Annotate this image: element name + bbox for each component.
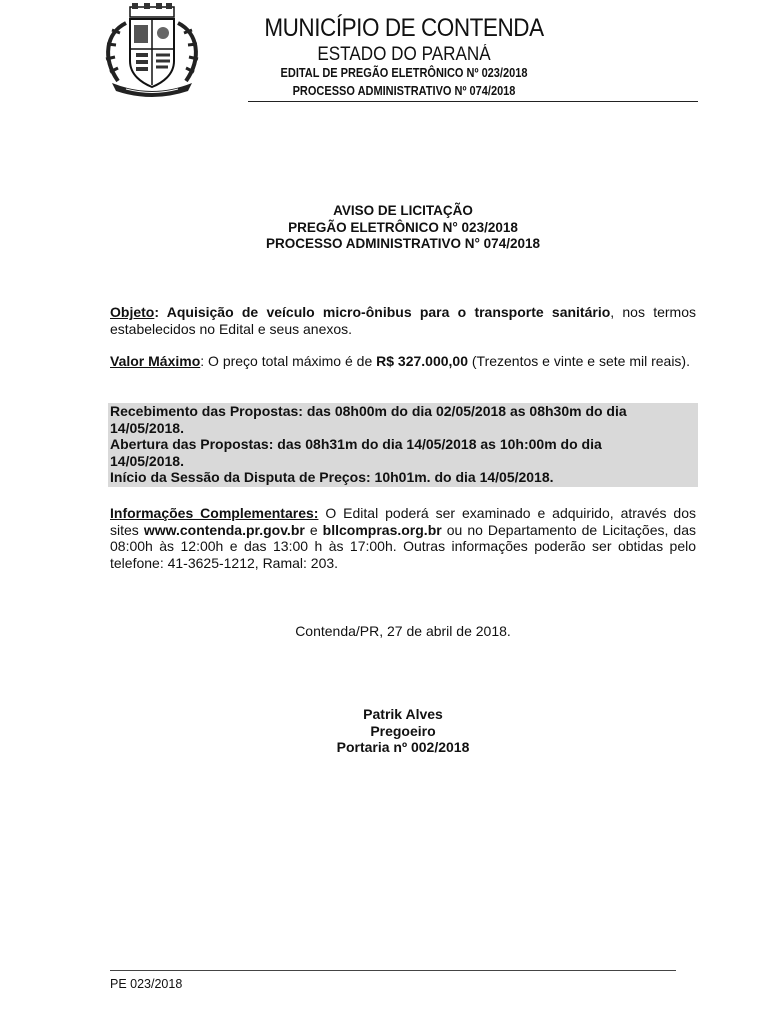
info-text: O Edital poderá ser examinado e adquirido, através dos sites (110, 505, 696, 538)
info-text-rest: ou no Departamento de Licitações, das 08:00h às 12:00h e das 13:00 h às 17:00h. Outras informações poderão ser obtidas pelo telefone: 41-3625-1212, Ramal: 203. (110, 521, 696, 571)
aviso-title: AVISO DE LICITAÇÃO (333, 203, 473, 218)
aviso-pregao: PREGÃO ELETRÔNICO N° 023/2018 (288, 219, 518, 235)
site-link-bll[interactable]: bllcompras.org.br (322, 521, 442, 538)
valor-amount: R$ 327.000,00 (376, 353, 468, 369)
header-edital: EDITAL DE PREGÃO ELETRÔNICO Nº 023/2018 (280, 66, 528, 80)
objeto-label: Objeto (110, 304, 155, 320)
recebimento-line-end: 14/05/2018. (110, 419, 184, 436)
state-title: ESTADO DO PARANÁ (317, 44, 491, 65)
valor-text: : O preço total máximo é de (200, 353, 377, 369)
objeto-rest: , nos termos estabelecidos no Edital e seus anexos. (110, 304, 696, 337)
signature-block (110, 706, 696, 756)
footer-divider (110, 970, 676, 971)
date-line: Contenda/PR, 27 de abril de 2018. (295, 623, 511, 639)
sessao-line: Início da Sessão da Disputa de Preços: 10h01m. do dia 14/05/2018. (110, 469, 554, 485)
footer-reference: PE 023/2018 (110, 977, 183, 991)
aviso-heading (110, 203, 696, 253)
header-divider (248, 101, 698, 102)
aviso-processo: PROCESSO ADMINISTRATIVO N° 074/2018 (266, 236, 540, 251)
signatory-portaria: Portaria nº 002/2018 (336, 739, 470, 755)
valor-paragraph (110, 353, 696, 370)
valor-label: Valor Máximo (110, 353, 201, 369)
objeto-paragraph (110, 304, 696, 337)
schedule-block (110, 403, 696, 486)
signatory-role: Pregoeiro (370, 722, 436, 739)
objeto-colon: : (154, 304, 160, 320)
info-connector: e (304, 521, 323, 538)
signatory-name: Patrik Alves (363, 706, 443, 722)
recebimento-line: Recebimento das Propostas: das 08h00m do dia 02/05/2018 as 08h30m do dia (110, 403, 627, 419)
objeto-description: Aquisição de veículo micro-ônibus para o transporte sanitário (159, 304, 611, 320)
valor-text-extenso: (Trezentos e vinte e sete mil reais). (467, 353, 690, 369)
municipal-crest-icon (96, 3, 208, 97)
abertura-line: Abertura das Propostas: das 08h31m do dia 14/05/2018 as 10h:00m do dia (110, 436, 602, 452)
site-link-contenda[interactable]: www.contenda.pr.gov.br (143, 521, 305, 538)
abertura-line-end: 14/05/2018. (110, 452, 184, 469)
header-processo: PROCESSO ADMINISTRATIVO Nº 074/2018 (292, 84, 516, 98)
info-paragraph (110, 505, 696, 571)
info-label: Informações Complementares: (110, 505, 319, 521)
municipality-title: MUNICÍPIO DE CONTENDA (264, 14, 544, 42)
